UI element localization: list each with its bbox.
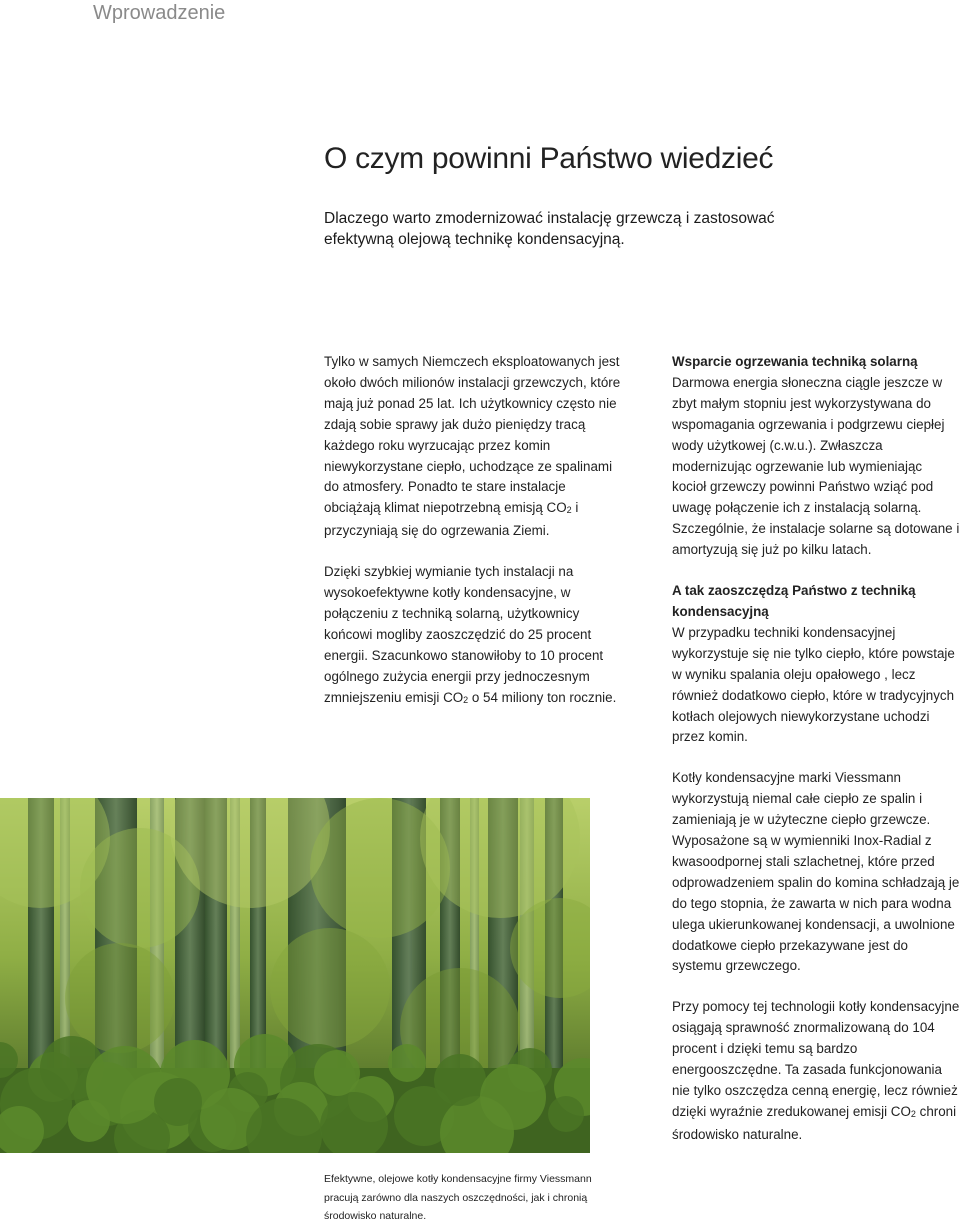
subscript: 2 (566, 505, 572, 516)
right-paragraph-3: Kotły kondensacyjne marki Viessmann wykorzystują niemal całe ciepło ze spalin i zamieniają je w użyteczne ciepło grzewcze. Wyposażone są w wymienniki Inox-Radial z kwasoodpornej stali szlachetnej, które przed odprowadzeniem spalin do komina schładzają je do tego stopnia, że zawarta w nich para wodna ulega ukierunkowanej kondensacji, a uwolnione dodatkowe ciepło przekazywane jest do systemu grzewczego. (672, 770, 960, 974)
undergrowth (154, 1078, 202, 1126)
foliage-patch (270, 928, 390, 1048)
right-column (672, 352, 960, 1146)
text-run: Dzięki szybkiej wymianie tych instalacji na wysokoefektywne kotły kondensacyjne, w połączeniu z techniką solarną, użytkownicy końcowi mogliby zaoszczędzić do 25 procent energii. Szacunkowo stanowiłoby to 10 procent ogólnego zużycia energii przy jednoczesnym zmniejszeniu emisji CO (324, 564, 604, 705)
undergrowth (86, 1046, 164, 1124)
right-paragraph-2: W przypadku techniki kondensacyjnej wykorzystuje się nie tylko ciepło, które powstaje w wyniku spalania oleju opałowego , lecz również dodatkowo ciepło, które w tradycyjnych kotłach olejowych niewykorzystane uchodzi przez komin. (672, 624, 955, 745)
undergrowth (434, 1054, 486, 1106)
photo-caption: Efektywne, olejowe kotły kondensacyjne firmy Viessmann pracują zarówno dla naszych oszczędności, jak i chronią środowisko naturalne. (324, 1173, 592, 1223)
undergrowth (548, 1096, 584, 1132)
right-paragraph-4 (672, 997, 960, 1145)
section-label: Wprowadzenie (93, 2, 226, 24)
text-run: Przy pomocy tej technologii kotły kondensacyjne osiągają sprawność znormalizowaną do 104 procent i dzięki temu są bardzo energooszczędne. Ta zasada funkcjonowania nie tylko oszczędza cenną energię, lecz również dzięki wyraźnie zredukowanej emisji CO (672, 999, 960, 1119)
left-paragraph-2 (324, 562, 624, 710)
subscript: 2 (910, 1108, 916, 1119)
text-run: i przyczyniają się do ogrzewania Ziemi. (324, 500, 579, 539)
right-paragraph-1: Darmowa energia słoneczna ciągle jeszcze w zbyt małym stopniu jest wykorzystywana do wspomagania ogrzewania i podgrzewu ciepłej wody użytkowej (c.w.u.). Zwłaszcza modernizując ogrzewanie lub wymieniając kocioł grzewczy powinni Państwo wziąć pod uwagę połączenie ich z instalacją solarną. Szczególnie, że instalacje solarne są dotowane i amortyzują się już po kilku latach. (672, 374, 960, 558)
subscript: 2 (463, 694, 469, 705)
forest-illustration (0, 798, 590, 1153)
text-run: Tylko w samych Niemczech eksploatowanych jest około dwóch milionów instalacji grzewczych, które mają już ponad 25 lat. Ich użytkownicy często nie zdają sobie sprawy jak dużo pieniędzy tracą każdego roku wyrzucając przez komin niewykorzystane ciepło, uchodzące ze spalinami do atmosfery. Ponadto te stare instalacje obciążają klimat niepotrzebną emisją CO (324, 354, 621, 516)
undergrowth (480, 1064, 546, 1130)
foliage-patch (65, 943, 175, 1053)
subheading-solar: Wsparcie ogrzewania techniką solarną (672, 354, 918, 369)
text-run: o 54 miliony ton rocznie. (468, 689, 617, 705)
left-column (324, 352, 624, 711)
page-title: O czym powinni Państwo wiedzieć (324, 142, 774, 175)
left-paragraph-1 (324, 352, 624, 542)
subheading-condensing: A tak zaoszczędzą Państwo z techniką kondensacyjną (672, 583, 916, 619)
forest-photo (0, 798, 590, 1153)
text-run: chroni środowisko naturalne. (672, 1103, 957, 1142)
undergrowth (388, 1044, 426, 1082)
undergrowth (314, 1050, 360, 1096)
lead-paragraph: Dlaczego warto zmodernizować instalację grzewczą i zastosować efektywną olejową technikę kondensacyjną. (324, 210, 775, 248)
